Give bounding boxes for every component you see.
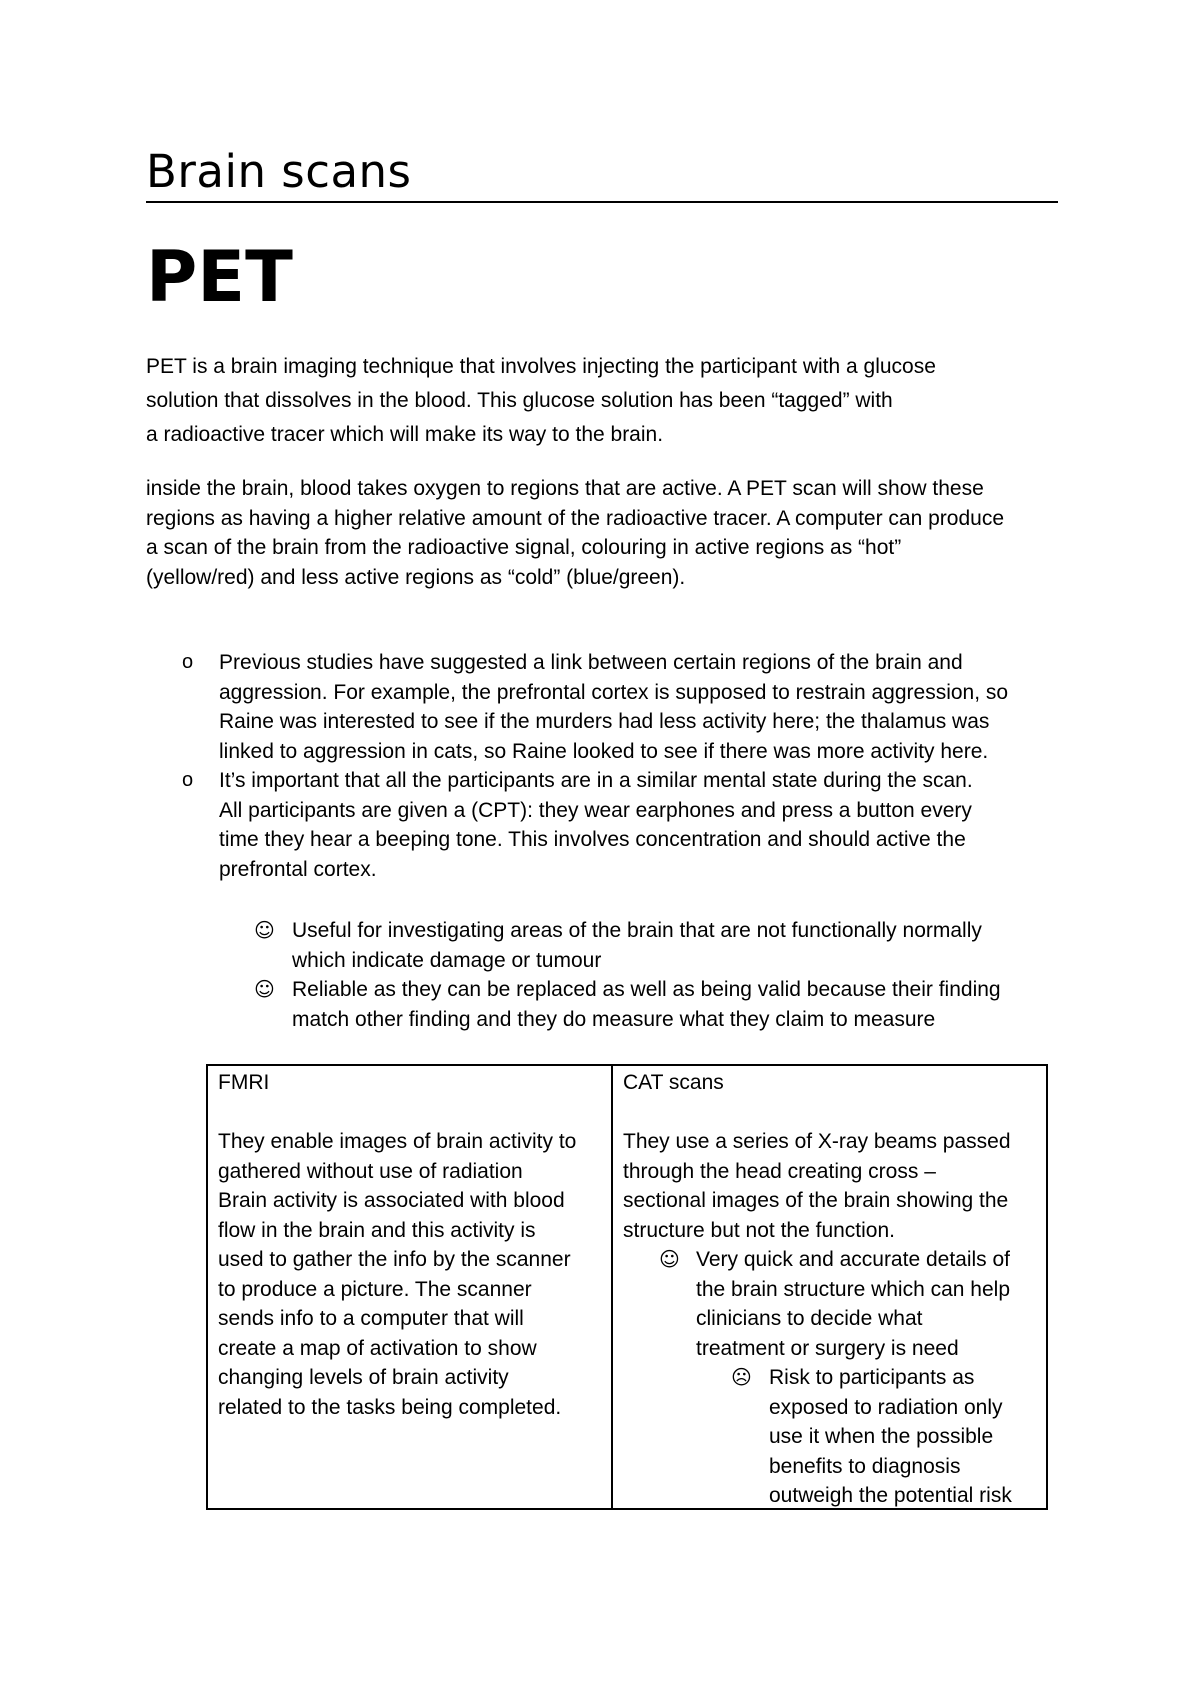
smiley-icon: ☺ bbox=[254, 977, 275, 1001]
smiley-icon: ☺ bbox=[254, 918, 275, 942]
list-item bbox=[146, 916, 1066, 975]
intro-line: PET is a brain imaging technique that involves injecting the participant with a glucose bbox=[146, 355, 936, 378]
smiley-icon: ☺ bbox=[659, 1247, 680, 1271]
cell-line: They enable images of brain activity to bbox=[218, 1130, 577, 1153]
list-item-line: Raine was interested to see if the murders had less activity here; the thalamus was bbox=[219, 710, 990, 733]
list-item bbox=[146, 648, 1066, 766]
cell-line: flow in the brain and this activity is bbox=[218, 1218, 536, 1242]
comparison-table bbox=[206, 1064, 1048, 1510]
list-item bbox=[146, 975, 1066, 1034]
intro-line: a radioactive tracer which will make its way to the brain. bbox=[146, 423, 664, 446]
positive-point bbox=[623, 1245, 1036, 1363]
list-item-line: Previous studies have suggested a link between certain regions of the brain and bbox=[219, 651, 963, 674]
list-item-line: linked to aggression in cats, so Raine looked to see if there was more activity here. bbox=[219, 739, 989, 763]
cell-line: used to gather the info by the scanner bbox=[218, 1248, 571, 1271]
cell-line: the brain structure which can help bbox=[696, 1277, 1011, 1301]
cell-heading: CAT scans bbox=[623, 1071, 724, 1094]
cell-line: Very quick and accurate details of bbox=[696, 1248, 1011, 1271]
intro-paragraph bbox=[146, 350, 1076, 452]
cell-line: outweigh the potential risk bbox=[769, 1484, 1012, 1507]
list-item bbox=[146, 766, 1066, 884]
cell-line: use it when the possible bbox=[769, 1425, 994, 1448]
cell-spacer bbox=[218, 1098, 601, 1128]
strengths-list bbox=[146, 916, 1066, 1034]
cell-line: related to the tasks being completed. bbox=[218, 1395, 562, 1419]
paragraph-line: (yellow/red) and less active regions as “cold” (blue/green). bbox=[146, 565, 686, 589]
cell-line: gathered without use of radiation bbox=[218, 1159, 523, 1183]
table-cell-fmri bbox=[208, 1066, 613, 1508]
negative-point bbox=[623, 1363, 1036, 1508]
table-cell-cat-scans bbox=[613, 1066, 1046, 1508]
list-item-line: Reliable as they can be replaced as well as being valid because their finding bbox=[292, 978, 1001, 1001]
cell-line: create a map of activation to show bbox=[218, 1336, 537, 1360]
list-item-line: Useful for investigating areas of the brain that are not functionally normally bbox=[292, 919, 982, 942]
list-item-line: It’s important that all the participants are in a similar mental state during the scan. bbox=[219, 769, 973, 792]
list-item-line: All participants are given a (CPT): they wear earphones and press a button every bbox=[219, 798, 972, 822]
cell-line: benefits to diagnosis bbox=[769, 1454, 961, 1478]
cell-line: Risk to participants as bbox=[769, 1366, 975, 1389]
cell-line: sends info to a computer that will bbox=[218, 1307, 524, 1330]
page-title: Brain scans bbox=[146, 143, 1058, 203]
paragraph-line: a scan of the brain from the radioactive signal, colouring in active regions as “hot” bbox=[146, 536, 902, 559]
cell-line: through the head creating cross – bbox=[623, 1159, 936, 1183]
circle-bullet-icon: o bbox=[182, 769, 194, 791]
cell-line: Brain activity is associated with blood bbox=[218, 1189, 565, 1212]
paragraph-line: inside the brain, blood takes oxygen to regions that are active. A PET scan will show these bbox=[146, 477, 984, 500]
list-item-line: aggression. For example, the prefrontal cortex is supposed to restrain aggression, so bbox=[219, 680, 1009, 704]
cell-line: changing levels of brain activity bbox=[218, 1366, 509, 1389]
cell-line: structure but not the function. bbox=[623, 1218, 895, 1242]
intro-line: solution that dissolves in the blood. This glucose solution has been “tagged” with bbox=[146, 389, 893, 412]
cell-spacer bbox=[623, 1098, 1036, 1128]
paragraph-line: regions as having a higher relative amount of the radioactive tracer. A computer can produce bbox=[146, 506, 1005, 530]
circle-bullet-icon: o bbox=[182, 651, 194, 673]
list-item-line: prefrontal cortex. bbox=[219, 857, 377, 881]
cell-line: They use a series of X-ray beams passed bbox=[623, 1130, 1011, 1153]
bullet-list bbox=[146, 648, 1066, 884]
pet-explanation-paragraph bbox=[146, 474, 1066, 592]
cell-line: exposed to radiation only bbox=[769, 1395, 1003, 1419]
list-item-line: time they hear a beeping tone. This involves concentration and should active the bbox=[219, 828, 966, 851]
cell-line: treatment or surgery is need bbox=[696, 1336, 959, 1360]
cell-line: to produce a picture. The scanner bbox=[218, 1277, 532, 1301]
cell-line: sectional images of the brain showing the bbox=[623, 1189, 1009, 1212]
cell-line: clinicians to decide what bbox=[696, 1307, 923, 1330]
list-item-line: match other finding and they do measure what they claim to measure bbox=[292, 1007, 936, 1031]
list-item-line: which indicate damage or tumour bbox=[292, 948, 602, 972]
section-heading-pet: PET bbox=[146, 236, 293, 318]
cell-heading: FMRI bbox=[218, 1071, 270, 1094]
frown-icon: ☹ bbox=[731, 1365, 752, 1389]
